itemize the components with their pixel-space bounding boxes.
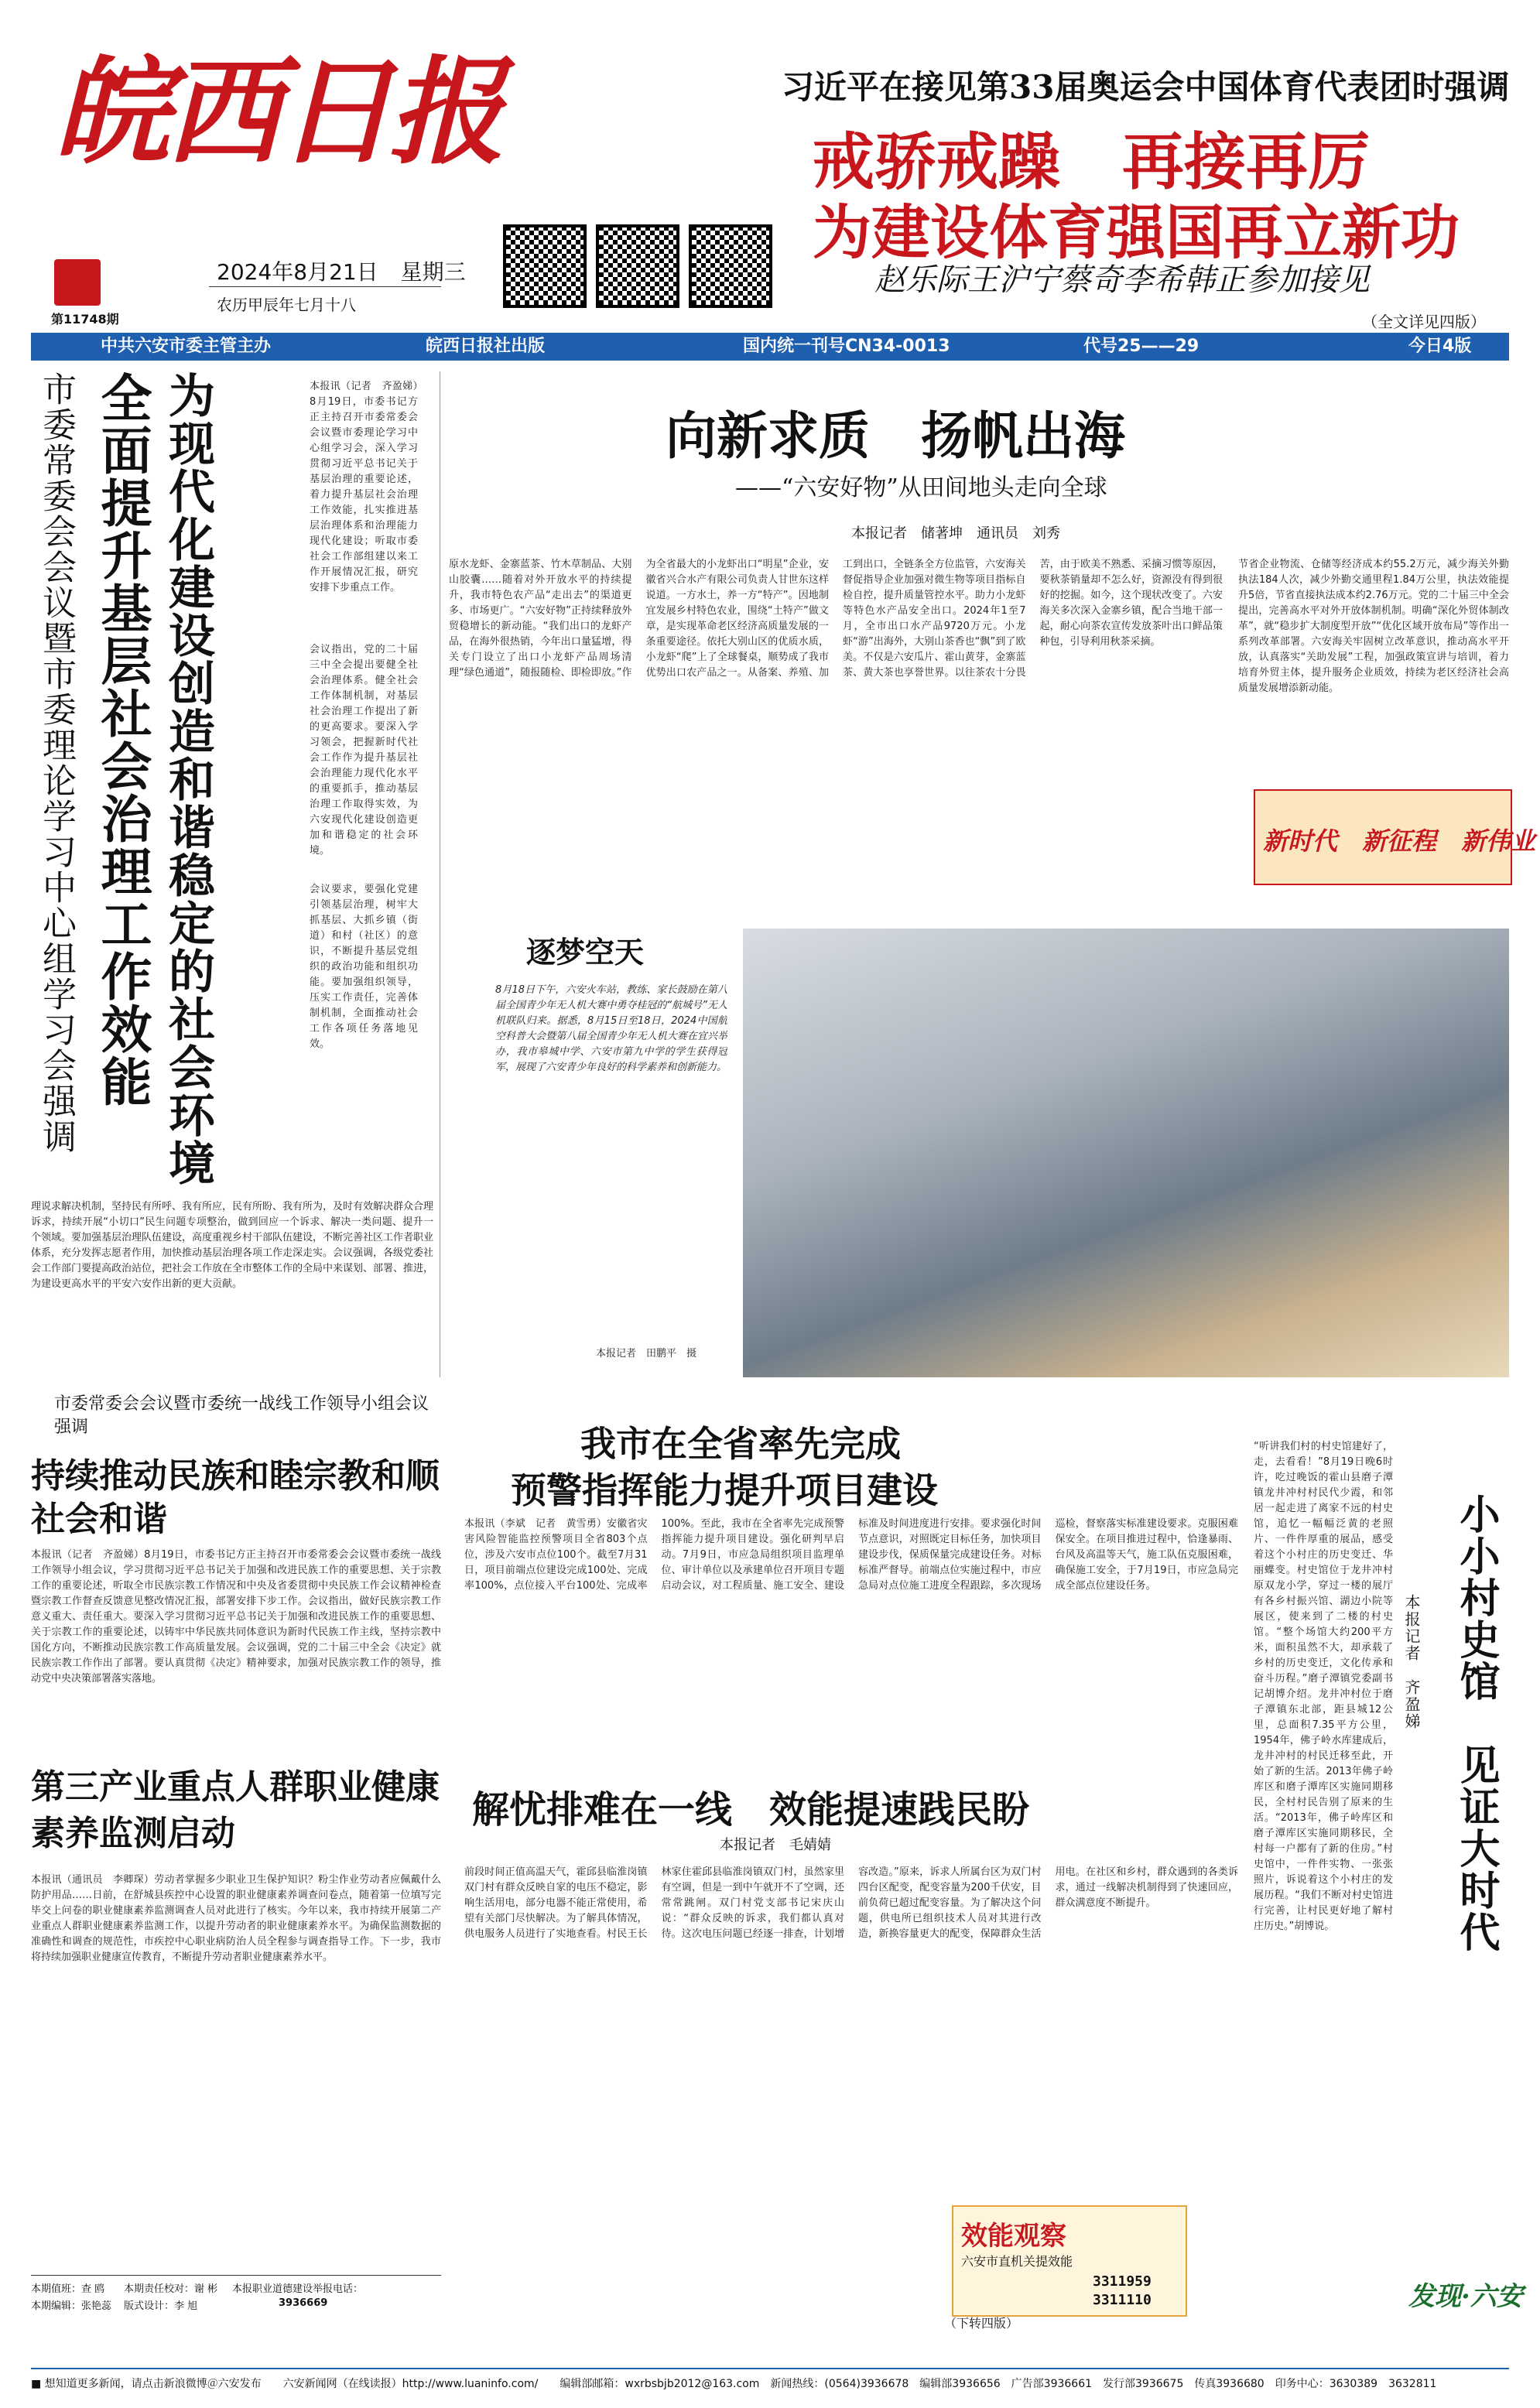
health-story <box>31 1749 441 2345</box>
ad-phone-2: 3311110 <box>1093 2292 1152 2308</box>
footer-line: ■ 想知道更多新闻，请点击新浪微博＠六安发布 六安新闻网（在线读报）http://www.luaninfo.com/ 编辑部邮箱：wxrbsbjb2012@163.com 新闻热线：(0564)3936678 编辑部3936656 广告部3936661 发行部3936675 传真3936680 印务中心：3630389 3632811 <box>31 2378 1437 2390</box>
masthead-logo-icon <box>54 259 101 306</box>
efficiency-byline: 本报记者 毛婧婧 <box>720 1837 831 1853</box>
efficiency-headline: 解忧排难在一线 效能提速践民盼 <box>472 1788 1030 1832</box>
info-publisher: 皖西日报社出版 <box>426 337 546 356</box>
feature-body-b: 节省企业物流、仓储等经济成本约55.2万元，减少海关外勤执法184人次，减少外勤交通里程1.84万公里，执法效能提升5倍，节省直接执法成本约2.76万元。党的二十届三中全会提出，完善高水平对外开放体制机制。明确“深化外贸体制改革”，就“稳步扩大制度型开放”“优化区域开放布局”等作出一系列改革部署。六安海关牢固树立改革意识，推动高水平开放，认真落实“关助发展”工程，加强政策宣讲与培训，着力培育外贸主体，提升服务企业质效，持续为老区经济社会高质量发展增添新动能。 <box>1238 559 1509 694</box>
lead-body-1: 本报讯（记者 齐盈娣）8月19日，市委书记方正主持召开市委常委会会议暨市委理论学习中心组学习会，深入学习贯彻习近平总书记关于基层治理的重要论述，着力提升基层社会治理工作效能，扎实推进基层治理体系和治理能力现代化建设；听取市委社会工作部组建以来工作开展情况汇报，研究安排下步重点工作。 <box>310 381 418 593</box>
warning-headline-1: 我市在全省率先完成 <box>580 1423 901 1465</box>
footer-design: 版式设计：李 旭 <box>124 2300 198 2312</box>
efficiency-continue-note: （下转四版） <box>944 2316 1019 2331</box>
warning-project-story <box>464 1408 1238 1764</box>
page-footer <box>31 2368 1509 2400</box>
info-code: 代号25——29 <box>1083 337 1199 356</box>
ethnic-body: 本报讯（记者 齐盈娣）8月19日，市委书记方正主持召开市委常委会会议暨市委统一战线工作领导小组会议，学习贯彻习近平总书记关于加强和改进民族工作的重要思想、关于宗教工作的重要论述，听取全市民族宗教工作情况和中央及省委贯彻中央民族工作会议精神检查暨宗教工作督查反馈意见整改情况汇报，部署安排下步工作。会议指出，做好民族宗教工作意义重大、责任重大。要深入学习贯彻习近平总书记关于加强和改进民族工作的重要思想、关于宗教工作的重要论述，以铸牢中华民族共同体意识为新时代民族工作主线，坚持宗教中国化方向，不断推动民族宗教工作高质量发展。会议强调，党的二十届三中全会《决定》就民族宗教工作作出了部署。要认真贯彻《决定》精神要求，加强对民族宗教工作的领导，推动党中央决策部署落实落地。 <box>31 1549 441 1685</box>
info-pages: 今日4版 <box>1408 337 1472 356</box>
date-text: 2024年8月21日 <box>217 259 378 285</box>
footer-hotline: 本报职业道德建设举报电话： <box>232 2283 364 2295</box>
top-story-subhead: 赵乐际王沪宁蔡奇李希韩正参加接见 <box>874 262 1370 298</box>
health-headline: 第三产业重点人群职业健康素养监测启动 <box>31 1767 440 1853</box>
footer-duty: 本期值班：查 鸥 <box>31 2283 105 2295</box>
efficiency-body: 前段时间正值高温天气，霍邱县临淮岗镇双门村有群众反映自家的电压不稳定，影响生活用电，部分电器不能正常使用，希望有关部门尽快解决。为了解具体情况，供电服务人员进行了实地查看。村民王长林家住霍邱县临淮岗镇双门村，虽然家里有空调，但是一到中午就开不了空调，还常常跳闸。双门村党支部书记宋庆山说：“群众反映的诉求，我们都认真对待。这次电压问题已经逐一排查，计划增容改造。”原来，诉求人所属台区为双门村四台区配变，配变容量为200千伏安，目前负荷已超过配变容量。为了解决这个问题，供电所已组织技术人员对其进行改造，新换容量更大的配变，保障群众生活用电。在社区和乡村，群众遇到的各类诉求，通过一线解决机制得到了快速回应，群众满意度不断提升。 <box>464 1866 1238 1940</box>
photo-credit: 本报记者 田鹏平 摄 <box>596 1348 697 1360</box>
health-body: 本报讯（通讯员 李卿琛）劳动者掌握多少职业卫生保护知识？粉尘作业劳动者应佩戴什么防护用品……日前，在舒城县疾控中心设置的职业健康素养调查问卷点，随着第一位填写完毕交上问卷的职业健康素养监测调查人员对此进行了核实。今年以来，我市持续开展第二产业重点人群职业健康素养监测工作，以提升劳动者的职业健康素养水平。为确保监测数据的准确性和调查的规范性，市疾控中心职业病防治人员全程参与调查指导工作。下一步，我市将持续加强职业健康宣传教育，不断提升劳动者职业健康素养水平。 <box>31 1874 441 1963</box>
ethnic-footer-note: 市委常委会会议暨市委统一战线工作领导小组会议强调 <box>54 1394 429 1437</box>
efficiency-ad <box>952 2205 1187 2317</box>
feature-body: 原水龙虾、金寨蓝茶、竹木草制品、大别山胶囊……随着对外开放水平的持续提升，我市特色农产品“走出去”的渠道更多、市场更广。“六安好物”正持续释放外贸稳增长的新动能。“我们出口的龙虾产品，在海外很热销，今年出口量猛增，得关专门设立了出口小龙虾产品周场清理“绿色通道”，随报随检、即检即放。”作为全省最大的小龙虾出口“明星”企业，安徽省兴合水产有限公司负责人甘世东这样说道。一方水土，养一方“特产”。因地制宜发展乡村特色农业，围绕“土特产”做文章，是实现革命老区经济高质量发展的一条重要途径。依托大别山区的优质水质，小龙虾“爬”上了全球餐桌，顺势成了我市优势出口农产品之一。从备案、养殖、加工到出口，全链条全方位监管，六安海关督促指导企业加强对微生物等项目指标自检自控，提升质量管控水平。助力小龙虾等特色水产品安全出口。2024年1至7月，全市出口水产品9720万元。小龙虾“游”出海外，大别山茶香也“飘”到了欧美。不仅是六安瓜片、霍山黄芽，金寨蓝茶、黄大茶也享誉世界。以往茶农十分畏苦，由于欧美不熟悉、采摘习惯等原因，要秋茶销量却不怎么好，资源没有得到很好的挖掘。如今，这个现状改变了。六安海关多次深入金寨乡镇，配合当地干部一起，耐心向茶农宣传发放茶叶出口鲜品策种包，引导利用秋茶采摘。 <box>449 559 1223 679</box>
warning-headline-2: 预警指挥能力提升项目建设 <box>511 1469 938 1511</box>
info-bar <box>31 333 1509 361</box>
feature-stamp <box>1254 789 1536 885</box>
ethnic-headline: 持续推动民族和睦宗教和顺社会和谐 <box>31 1456 440 1539</box>
photo-image <box>743 929 1509 1377</box>
top-story-headline-1: 戒骄戒躁 再接再厉 <box>813 126 1370 198</box>
ethnic-religion-story <box>31 1393 441 1749</box>
feature-byline: 本报记者 储著坤 通讯员 刘秀 <box>851 525 1060 542</box>
issue-number: 第11748期 <box>51 312 119 327</box>
qr-code-icon <box>689 224 772 308</box>
masthead-title: 皖西日报 <box>54 44 501 180</box>
lead-body-3: 会议要求，要强化党建引领基层治理，树牢大抓基层、大抓乡镇（街道）和村（社区）的意识，不断提升基层党组织的政治功能和组织功能。要加强组织领导，压实工作责任，完善体制机制，全面推动社会工作各项任务落地见效。 <box>310 884 418 1050</box>
feature-story <box>449 371 1536 913</box>
publish-date <box>217 255 466 286</box>
info-sponsor: 中共六安市委主管主办 <box>101 337 272 356</box>
photo-caption: 8月18日下午，六安火车站，教练、家长鼓励在第八届全国青少年无人机大赛中勇夺桂冠的“航城号”无人机联队归来。据悉，8月15日至18日，2024中国航空科普大会暨第八届全国青少年无人机大赛在宜兴举办，我市皋城中学、六安市第九中学的学生获得冠军，展现了六安青少年良好的科学素养和创新能力。 <box>495 984 727 1073</box>
top-story <box>774 46 1517 340</box>
village-headline: 小小村史馆 见证大时代 <box>1453 1493 1499 1953</box>
warning-body: 本报讯（李斌 记者 黄雪勇）安徽省灾害风险智能监控预警项目全省803个点位，涉及六安市点位100个。截至7月31日，项目前端点位建设完成100处、完成率100%，点位接入平台100处、完成率100%。至此，我市在全省率先完成预警指挥能力提升项目建设。强化研判早启动。7月9日，市应急局组织项目监理单位、审计单位以及承建单位召开项目专题启动会议，对工程质量、施工安全、建设标准及时间进度进行安排。要求强化时间节点意识，对照既定目标任务，加快项目建设步伐，保质保量完成建设任务。对标标准严督导。前端点位实施过程中，市应急局对点位施工进度全程跟踪，多次现场巡检，督察落实标准建设要求。克服困难保安全。在项目推进过程中，恰逢暴雨、台风及高温等天气，施工队伍克服困难，确保施工安全，于7月19日，市应急局完成全部点位建设任务。 <box>464 1518 1238 1592</box>
lead-headline: 为现代化建设创造和谐稳定的社会环境 <box>161 371 215 1187</box>
ad-title: 效能观察 <box>961 2221 1066 2252</box>
lead-kicker: 市委常委会会议暨市委理论学习中心组学习会强调 <box>36 371 76 1154</box>
info-cn: 国内统一刊号CN34-0013 <box>743 337 950 356</box>
feature-stamp-text: 新时代 新征程 新伟业 <box>1263 826 1536 856</box>
health-footer <box>31 2275 441 2322</box>
footer-editor: 本期编辑：张艳蕊 <box>31 2300 112 2312</box>
village-body: “听讲我们村的村史馆建好了，走，去看看！”8月19日晚6时许，吃过晚饭的霍山县磨子潭镇龙井冲村村民代少霞，和邻居一起走进了离家不远的村史馆，追忆一幅幅泛黄的老照片、一件件厚重的展品，感受着这个小村庄的历史变迁、华丽蝶变。村史馆位于龙井冲村原双龙小学，穿过一楼的展厅有各乡村振兴馆、湖边小院等展区，使来到了二楼的村史馆。“整个场馆大约200平方米，面积虽然不大，却承载了乡村的历史变迁，文化传承和奋斗历程。”磨子潭镇党委副书记胡博介绍。龙井冲村位于磨子潭镇东北部，距县城12公里，总面积7.35平方公里，1954年，佛子岭水库建成后，龙井冲村的村民迁移至此，开始了新的生活。2013年佛子岭库区和磨子潭库区实施同期移民，全村村民告别了原来的生活。“2013年，佛子岭库区和磨子潭库区实施同期移民，全村每一户都有了新的住房。”村史馆中，一件件实物、一张张照片，诉说着这个小村庄的发展历程。“我们不断对村史馆进行完善，让村民更好地了解村庄历史。”胡博说。 <box>1254 1441 1393 1932</box>
ad-phone-1: 3311959 <box>1093 2273 1152 2290</box>
top-story-headline-2: 为建设体育强国再立新功 <box>813 198 1460 267</box>
footer-proof: 本期责任校对：谢 彬 <box>124 2283 218 2295</box>
top-story-kicker: 习近平在接见第33届奥运会中国体育代表团时强调 <box>782 68 1510 106</box>
qr-code-icon <box>503 224 587 308</box>
photo-story-title: 逐梦空天 <box>526 935 645 970</box>
photo-story <box>480 921 1509 1385</box>
lunar-date: 农历甲辰年七月十八 <box>217 296 356 314</box>
footer-hotline-number: 3936669 <box>279 2297 328 2309</box>
lead-body-4: 理说求解决机制，坚持民有所呼、我有所应，民有所盼、我有所为，及时有效解决群众合理诉求，持续开展“小切口”民生问题专项整治，做到回应一个诉求、解决一类问题、提升一个领域。要加强基层治理队伍建设，高度重视乡村干部队伍建设，不断完善社区工作者职业体系，充分发挥志愿者作用，加快推动基层治理各项工作走深走实。会议强调，各级党委社会工作部门要提高政治站位，把社会工作放在全市整体工作的全局中来谋划、部署、推进，为建设更高水平的平安六安作出新的更大贡献。 <box>31 1201 433 1290</box>
ad-sub: 六安市直机关提效能 <box>961 2254 1073 2269</box>
lead-headline-2: 全面提升基层社会治理工作效能 <box>92 371 152 1108</box>
top-story-note: （全文详见四版） <box>1362 313 1486 331</box>
village-history-story <box>1254 1439 1523 2360</box>
feature-headline: 向新求质 扬帆出海 <box>666 405 1125 466</box>
qr-code-icon <box>596 224 679 308</box>
feature-subhead: ——“六安好物”从田间地头走向全球 <box>735 474 1107 501</box>
lead-body-2: 会议指出，党的二十届三中全会提出要健全社会治理体系。健全社会工作体制机制，对基层社会治理工作提出了新的更高要求。要深入学习领会，把握新时代社会工作作为提升基层社会治理能力现代化水平的重要抓手，推动基层治理工作取得实效，为六安现代化建设创造更加和谐稳定的社会环境。 <box>310 644 418 857</box>
village-byline: 本报记者 齐盈娣 <box>1402 1594 1421 1730</box>
weekday-text: 星期三 <box>400 259 466 285</box>
efficiency-story <box>464 1772 1238 2360</box>
village-logo: 发现·六安 <box>1408 2281 1523 2312</box>
masthead-divider <box>209 286 441 287</box>
